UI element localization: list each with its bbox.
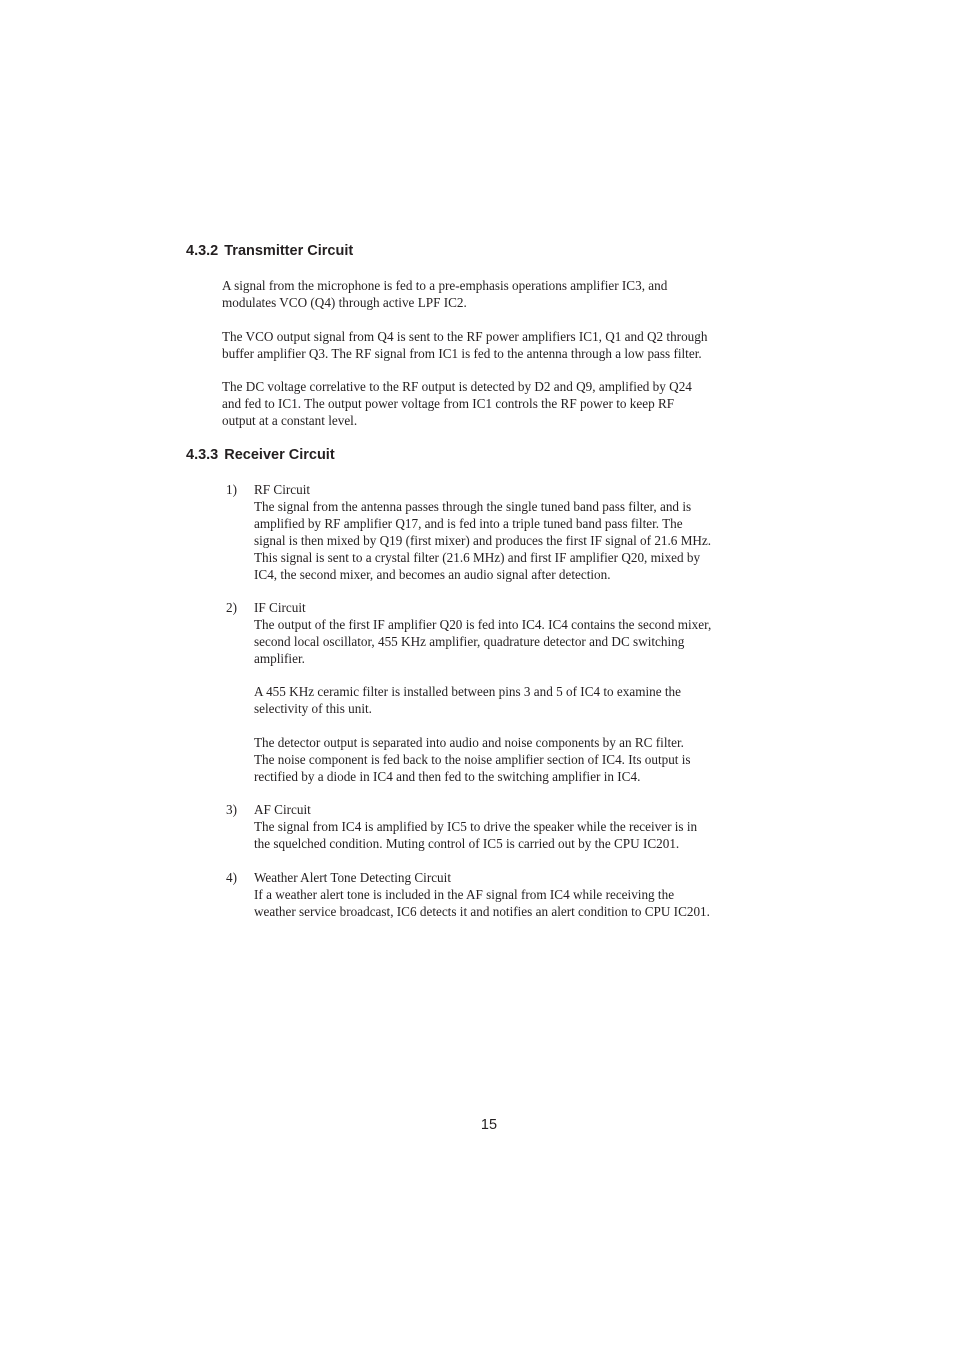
transmitter-paragraph-3: The DC voltage correlative to the RF output is detected by D2 and Q9, amplified by Q24 and fed to IC1. The output power voltage from IC1 controls the RF power to keep RF output at a constant level. xyxy=(222,379,692,428)
if-circuit-paragraph-3: The detector output is separated into audio and noise components by an RC filter. The noise component is fed back to the noise amplifier section of IC4. Its output is rectified by a diode in IC4 and then fed to the switching amplifier in IC4. xyxy=(254,735,691,784)
af-circuit-block: AF Circuit The signal from IC4 is amplified by IC5 to drive the speaker while the receiver is in the squelched condition. Muting control of IC5 is carried out by the CPU IC201. xyxy=(254,801,764,852)
item-number: 1) xyxy=(226,482,237,497)
transmitter-paragraph-2: The VCO output signal from Q4 is sent to the RF power amplifiers IC1, Q1 and Q2 through buffer amplifier Q3. The RF signal from IC1 is fed to the antenna through a low pass filter. xyxy=(222,329,708,361)
section-number: 4.3.2 xyxy=(186,243,219,259)
section-title: Transmitter Circuit xyxy=(224,243,354,259)
item-title: AF Circuit xyxy=(254,802,311,817)
section-heading-receiver xyxy=(186,446,335,464)
if-circuit-block: IF Circuit The output of the first IF amplifier Q20 is fed into IC4. IC4 contains the second mixer, second local oscillator, 455 KHz amplifier, quadrature detector and DC switching amplifier. xyxy=(254,599,764,667)
item-number: 3) xyxy=(226,802,237,817)
if-circuit-paragraph-2: A 455 KHz ceramic filter is installed between pins 3 and 5 of IC4 to examine the selectivity of this unit. xyxy=(254,684,682,716)
item-title: Weather Alert Tone Detecting Circuit xyxy=(254,870,451,885)
rf-circuit-block: RF Circuit The signal from the antenna passes through the single tuned band pass filter, and is amplified by RF amplifier Q17, and is fed into a triple tuned band pass filter. The signal is then mixed by Q19 (first mixer) and produces the first IF signal of 21.6 MHz. This signal is sent to a crystal filter (21.6 MHz) and first IF amplifier Q20, mixed by IC4, the second mixer, and becomes an audio signal after detection. xyxy=(254,481,764,583)
section-number: 4.3.3 xyxy=(186,447,219,463)
weather-alert-block: Weather Alert Tone Detecting Circuit If a weather alert tone is included in the AF signal from IC4 while receiving the weather service broadcast, IC6 detects it and notifies an alert condition to CPU IC201. xyxy=(254,869,764,920)
item-title: IF Circuit xyxy=(254,600,306,615)
item-title: RF Circuit xyxy=(254,482,311,497)
page-number: 15 xyxy=(480,1117,498,1133)
item-number: 2) xyxy=(226,600,237,615)
section-title: Receiver Circuit xyxy=(224,447,335,463)
section-heading-transmitter xyxy=(186,242,353,260)
transmitter-paragraph-1: A signal from the microphone is fed to a pre-emphasis operations amplifier IC3, and modulates VCO (Q4) through active LPF IC2. xyxy=(222,278,668,310)
item-number: 4) xyxy=(226,870,237,885)
